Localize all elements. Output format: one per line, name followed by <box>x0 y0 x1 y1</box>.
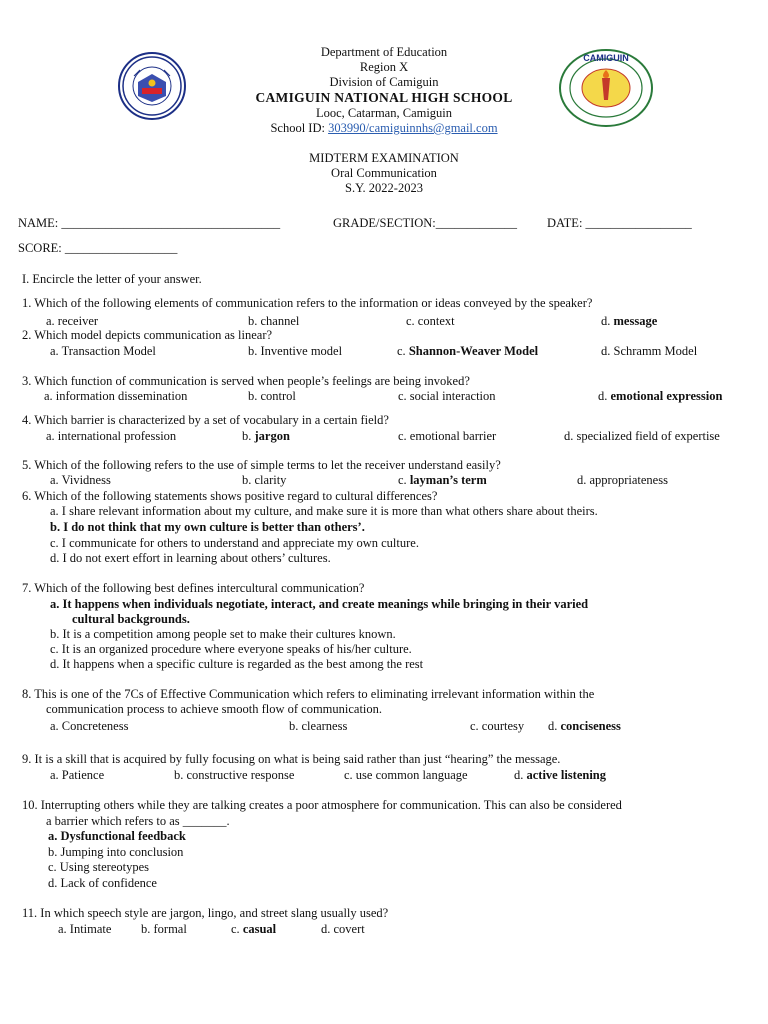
q5-option-a[interactable]: a. Vividness <box>50 473 111 487</box>
q10-option-b[interactable]: b. Jumping into conclusion <box>48 845 184 859</box>
q4-option-b[interactable] <box>242 429 290 444</box>
q8-option-d[interactable] <box>548 719 621 734</box>
question-4: 4. Which barrier is characterized by a set of vocabulary in a certain field? <box>22 413 389 427</box>
question-10-cont: a barrier which refers to as _______. <box>46 814 230 828</box>
q9-option-b[interactable]: b. constructive response <box>174 768 295 782</box>
q9-answer: active listening <box>526 768 607 782</box>
svg-text:CAMIGUIN: CAMIGUIN <box>583 53 629 63</box>
q2-option-b[interactable]: b. Inventive model <box>248 344 343 358</box>
q3-answer: emotional expression <box>610 389 723 403</box>
q7-option-a-cont: cultural backgrounds. <box>72 612 190 626</box>
question-11: 11. In which speech style are jargon, lingo, and street slang usually used? <box>22 906 389 920</box>
q1-option-a[interactable]: a. receiver <box>46 314 99 328</box>
question-5: 5. Which of the following refers to the use of simple terms to let the receiver understand easily? <box>22 458 501 472</box>
exam-title: MIDTERM EXAMINATION <box>309 151 459 165</box>
q7-option-c[interactable]: c. It is an organized procedure where everyone speaks of his/her culture. <box>50 642 412 656</box>
q11-option-c-letter: c. <box>231 922 240 936</box>
q7-option-d[interactable]: d. It happens when a specific culture is regarded as the best among the rest <box>50 657 424 671</box>
q9-option-d[interactable] <box>514 768 606 783</box>
question-8-cont: communication process to achieve smooth flow of communication. <box>46 702 383 716</box>
q10-option-d[interactable]: d. Lack of confidence <box>48 876 157 890</box>
name-field[interactable]: NAME: ___________________________________ <box>18 216 281 230</box>
grade-section-field[interactable]: GRADE/SECTION:_____________ <box>333 216 518 230</box>
q10-option-c[interactable]: c. Using stereotypes <box>48 860 150 874</box>
q4-option-b-letter: b. <box>242 429 252 443</box>
region-line: Region X <box>359 60 409 74</box>
division-line: Division of Camiguin <box>329 75 439 89</box>
q3-option-d[interactable] <box>598 389 722 404</box>
q11-option-d[interactable]: d. covert <box>321 922 365 936</box>
q11-option-c[interactable] <box>231 922 276 937</box>
q5-option-c-letter: c. <box>398 473 407 487</box>
q4-option-d[interactable]: d. specialized field of expertise <box>564 429 720 443</box>
q6-option-b[interactable]: b. I do not think that my own culture is better than others’. <box>50 520 365 534</box>
q8-answer: conciseness <box>560 719 621 733</box>
q5-option-c[interactable] <box>398 473 487 488</box>
score-field[interactable]: SCORE: __________________ <box>18 241 178 255</box>
q2-option-d[interactable]: d. Schramm Model <box>601 344 698 358</box>
q6-option-a[interactable]: a. I share relevant information about my culture, and make sure it is more than what others share about theirs. <box>50 504 598 518</box>
q11-option-a[interactable]: a. Intimate <box>58 922 112 936</box>
q5-answer: layman’s term <box>409 473 487 487</box>
q1-answer: message <box>613 314 658 328</box>
address-line: Looc, Catarman, Camiguin <box>315 106 453 120</box>
q8-option-c[interactable]: c. courtesy <box>470 719 525 733</box>
school-id-link[interactable]: 303990/camiguinnhs@gmail.com <box>328 121 498 135</box>
q7-option-a[interactable]: a. It happens when individuals negotiate, interact, and create meanings while bringing in their varied <box>50 597 589 611</box>
school-id-line <box>0 121 768 136</box>
q8-option-d-letter: d. <box>548 719 558 733</box>
q6-option-d[interactable]: d. I do not exert effort in learning about others’ cultures. <box>50 551 331 565</box>
q8-option-a[interactable]: a. Concreteness <box>50 719 129 733</box>
q1-option-d-letter: d. <box>601 314 611 328</box>
question-7: 7. Which of the following best defines intercultural communication? <box>22 581 365 595</box>
question-6: 6. Which of the following statements shows positive regard to cultural differences? <box>22 489 438 503</box>
question-8: 8. This is one of the 7Cs of Effective Communication which refers to eliminating irrelevant information within the <box>22 687 595 701</box>
question-10: 10. Interrupting others while they are talking creates a poor atmosphere for communication. This can also be considered <box>22 798 622 812</box>
q4-option-c[interactable]: c. emotional barrier <box>398 429 497 443</box>
q6-option-c[interactable]: c. I communicate for others to understand and appreciate my own culture. <box>50 536 419 550</box>
q3-option-a[interactable]: a. information dissemination <box>44 389 188 403</box>
question-1: 1. Which of the following elements of communication refers to the information or ideas conveyed by the speaker? <box>22 296 593 310</box>
q2-option-c-letter: c. <box>397 344 406 358</box>
q8-option-b[interactable]: b. clearness <box>289 719 348 733</box>
q1-option-c[interactable]: c. context <box>406 314 455 328</box>
q2-option-c[interactable] <box>397 344 538 359</box>
dept-line: Department of Education <box>320 45 448 59</box>
exam-sy: S.Y. 2022-2023 <box>345 181 423 195</box>
date-field[interactable]: DATE: _________________ <box>547 216 692 230</box>
q1-option-d[interactable] <box>601 314 657 329</box>
school-id-label: School ID: <box>270 121 325 135</box>
q9-option-c[interactable]: c. use common language <box>344 768 468 782</box>
question-9: 9. It is a skill that is acquired by fully focusing on what is being said rather than just “hearing” the message. <box>22 752 561 766</box>
q3-option-b[interactable]: b. control <box>248 389 296 403</box>
q3-option-c[interactable]: c. social interaction <box>398 389 496 403</box>
q3-option-d-letter: d. <box>598 389 608 403</box>
q2-answer: Shannon-Weaver Model <box>408 344 539 358</box>
q4-answer: jargon <box>254 429 290 443</box>
exam-subject: Oral Communication <box>331 166 437 180</box>
instruction: I. Encircle the letter of your answer. <box>22 272 202 286</box>
q9-option-d-letter: d. <box>514 768 524 782</box>
q11-option-b[interactable]: b. formal <box>141 922 187 936</box>
q11-answer: casual <box>242 922 277 936</box>
q7-option-b[interactable]: b. It is a competition among people set to make their cultures known. <box>50 627 396 641</box>
q5-option-d[interactable]: d. appropriateness <box>577 473 668 487</box>
q1-option-b[interactable]: b. channel <box>248 314 300 328</box>
question-3: 3. Which function of communication is served when people’s feelings are being invoked? <box>22 374 470 388</box>
question-2: 2. Which model depicts communication as linear? <box>22 328 273 342</box>
q9-option-a[interactable]: a. Patience <box>50 768 105 782</box>
q10-option-a[interactable]: a. Dysfunctional feedback <box>48 829 186 843</box>
q5-option-b[interactable]: b. clarity <box>242 473 287 487</box>
school-name: CAMIGUIN NATIONAL HIGH SCHOOL <box>255 90 513 105</box>
q4-option-a[interactable]: a. international profession <box>46 429 177 443</box>
q2-option-a[interactable]: a. Transaction Model <box>50 344 156 358</box>
